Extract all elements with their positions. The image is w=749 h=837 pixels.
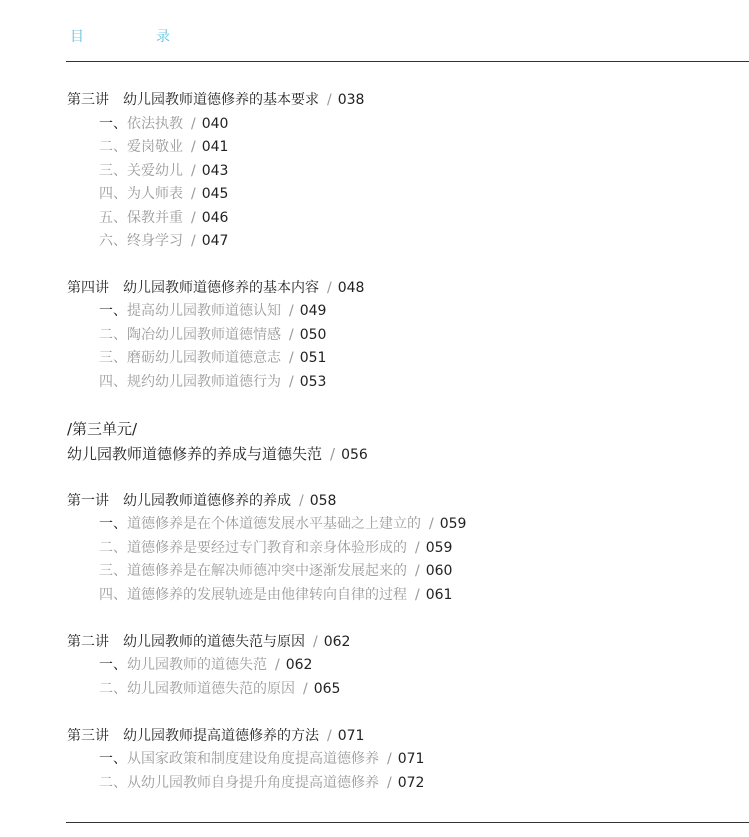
page-number: 049 — [299, 303, 327, 319]
item-title: 幼儿园教师道德失范的原因 — [127, 681, 295, 697]
lecture-title: 幼儿园教师的道德失范与原因 — [123, 634, 305, 650]
page-number: 065 — [313, 681, 341, 697]
toc-item[interactable] — [99, 680, 340, 698]
page-separator: / — [289, 350, 294, 366]
lecture-title: 幼儿园教师提高道德修养的方法 — [123, 728, 319, 744]
item-title: 依法执教 — [127, 116, 183, 132]
lecture-number: 第四讲 — [67, 280, 109, 296]
toc-item[interactable] — [99, 515, 466, 533]
page-number: 047 — [201, 233, 229, 249]
lecture-number: 第三讲 — [67, 728, 109, 744]
item-title: 幼儿园教师的道德失范 — [127, 657, 267, 673]
toc-item[interactable] — [99, 750, 424, 768]
unit-label: /第三单元/ — [67, 420, 138, 438]
page-number: 058 — [309, 493, 337, 509]
page-number: 056 — [341, 447, 368, 463]
toc-item[interactable] — [99, 115, 228, 133]
page-number: 046 — [201, 210, 229, 226]
page-number: 048 — [337, 280, 365, 296]
top-divider — [66, 61, 749, 62]
item-prefix: 二、 — [99, 540, 127, 556]
item-title: 保教并重 — [127, 210, 183, 226]
item-prefix: 二、 — [99, 681, 127, 697]
page-separator: / — [415, 563, 420, 579]
toc-item[interactable] — [99, 138, 228, 156]
item-prefix: 四、 — [99, 374, 127, 390]
page-number: 062 — [323, 634, 351, 650]
item-title: 从国家政策和制度建设角度提高道德修养 — [127, 751, 379, 767]
item-prefix: 一、 — [99, 657, 127, 673]
page-separator: / — [327, 280, 332, 296]
page-number: 038 — [337, 92, 365, 108]
page-separator: / — [429, 516, 434, 532]
toc-item[interactable] — [99, 656, 312, 674]
unit-title: 幼儿园教师道德修养的养成与道德失范 — [67, 445, 323, 463]
page-separator: / — [191, 233, 196, 249]
page-number: 061 — [425, 587, 453, 603]
toc-unit-3-label — [67, 420, 137, 438]
item-prefix: 四、 — [99, 186, 127, 202]
toc-item[interactable] — [99, 586, 452, 604]
page-number: 041 — [201, 139, 229, 155]
page-separator: / — [327, 92, 332, 108]
item-title: 关爱幼儿 — [127, 163, 183, 179]
toc-lecture-4[interactable] — [67, 279, 364, 297]
item-prefix: 二、 — [99, 775, 127, 791]
item-prefix: 六、 — [99, 233, 127, 249]
toc-item[interactable] — [99, 209, 228, 227]
page-number: 050 — [299, 327, 327, 343]
item-prefix: 一、 — [99, 303, 127, 319]
page-separator: / — [303, 681, 308, 697]
lecture-number: 第三讲 — [67, 92, 109, 108]
page-number: 043 — [201, 163, 229, 179]
toc-item[interactable] — [99, 185, 228, 203]
item-title: 为人师表 — [127, 186, 183, 202]
page-separator: / — [313, 634, 318, 650]
page-separator: / — [275, 657, 280, 673]
lecture-title: 幼儿园教师道德修养的基本内容 — [123, 280, 319, 296]
item-title: 道德修养的发展轨迹是由他律转向自律的过程 — [127, 587, 407, 603]
item-title: 从幼儿园教师自身提升角度提高道德修养 — [127, 775, 379, 791]
page-separator: / — [289, 303, 294, 319]
toc-item[interactable] — [99, 539, 452, 557]
toc-item[interactable] — [99, 349, 326, 367]
item-prefix: 一、 — [99, 116, 127, 132]
page-separator: / — [387, 751, 392, 767]
page-separator: / — [327, 728, 332, 744]
toc-lecture-3-requirements[interactable] — [67, 91, 364, 109]
lecture-number: 第一讲 — [67, 493, 109, 509]
toc-item[interactable] — [99, 162, 228, 180]
toc-lecture-2[interactable] — [67, 633, 350, 651]
toc-unit-3[interactable] — [67, 445, 368, 464]
item-prefix: 四、 — [99, 587, 127, 603]
page-number: 071 — [337, 728, 365, 744]
item-prefix: 三、 — [99, 163, 127, 179]
toc-item[interactable] — [99, 302, 326, 320]
toc-item[interactable] — [99, 562, 452, 580]
item-title: 规约幼儿园教师道德行为 — [127, 374, 281, 390]
page-separator: / — [191, 139, 196, 155]
page-separator: / — [289, 374, 294, 390]
page-number: 040 — [201, 116, 229, 132]
lecture-number: 第二讲 — [67, 634, 109, 650]
item-title: 提高幼儿园教师道德认知 — [127, 303, 281, 319]
page-number: 072 — [397, 775, 425, 791]
item-title: 爱岗敬业 — [127, 139, 183, 155]
toc-item[interactable] — [99, 373, 326, 391]
page-separator: / — [289, 327, 294, 343]
item-title: 道德修养是要经过专门教育和亲身体验形成的 — [127, 540, 407, 556]
item-title: 磨砺幼儿园教师道德意志 — [127, 350, 281, 366]
page-separator: / — [191, 210, 196, 226]
lecture-title: 幼儿园教师道德修养的基本要求 — [123, 92, 319, 108]
page-number: 059 — [439, 516, 467, 532]
bottom-divider — [66, 822, 749, 823]
item-prefix: 一、 — [99, 751, 127, 767]
item-prefix: 五、 — [99, 210, 127, 226]
toc-item[interactable] — [99, 232, 228, 250]
item-title: 陶冶幼儿园教师道德情感 — [127, 327, 281, 343]
item-prefix: 三、 — [99, 350, 127, 366]
page-number: 051 — [299, 350, 327, 366]
page-number: 071 — [397, 751, 425, 767]
toc-item[interactable] — [99, 326, 326, 344]
item-prefix: 一、 — [99, 516, 127, 532]
page-number: 062 — [285, 657, 313, 673]
page-separator: / — [330, 445, 336, 463]
page-number: 060 — [425, 563, 453, 579]
page-number: 053 — [299, 374, 327, 390]
page-separator: / — [191, 116, 196, 132]
page-separator: / — [387, 775, 392, 791]
page-separator: / — [191, 186, 196, 202]
item-title: 终身学习 — [127, 233, 183, 249]
page-number: 045 — [201, 186, 229, 202]
toc-lecture-3-methods[interactable] — [67, 727, 364, 745]
lecture-title: 幼儿园教师道德修养的养成 — [123, 493, 291, 509]
page-separator: / — [191, 163, 196, 179]
toc-lecture-1[interactable] — [67, 492, 336, 510]
item-prefix: 三、 — [99, 563, 127, 579]
page-separator: / — [415, 587, 420, 603]
item-title: 道德修养是在个体道德发展水平基础之上建立的 — [127, 516, 421, 532]
page-separator: / — [299, 493, 304, 509]
header-char-2: 录 — [156, 29, 170, 45]
page-separator: / — [415, 540, 420, 556]
item-prefix: 二、 — [99, 139, 127, 155]
toc-item[interactable] — [99, 774, 424, 792]
page-number: 059 — [425, 540, 453, 556]
item-prefix: 二、 — [99, 327, 127, 343]
item-title: 道德修养是在解决师德冲突中逐渐发展起来的 — [127, 563, 407, 579]
header-char-1: 目 — [70, 29, 84, 45]
